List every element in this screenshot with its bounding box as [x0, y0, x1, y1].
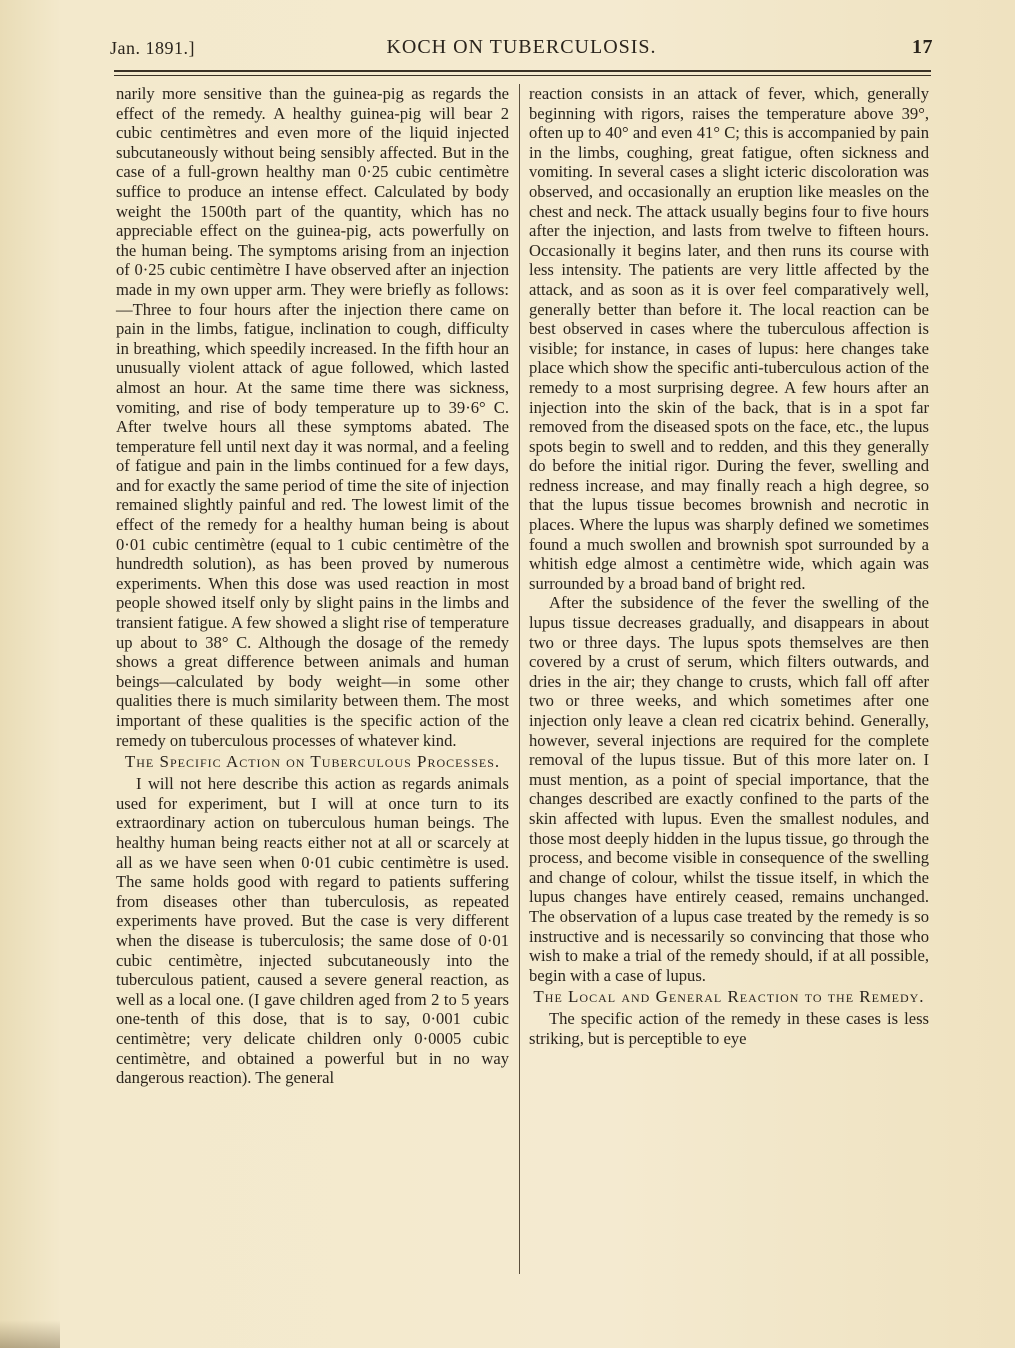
- section-heading-local-general-reaction: The Local and General Reaction to the Remedy.: [533, 987, 925, 1007]
- page-number: 17: [912, 36, 933, 58]
- right-paragraph-3: The specific action of the remedy in these cases is less striking, but is perceptible to eye: [529, 1009, 929, 1048]
- right-paragraph-1: reaction consists in an attack of fever, which, generally beginning with rigors, raises the temperature above 39°, often up to 40° and even 41° C; this is accompanied by pain in the limbs, coughing, great fatigue, often sickness and vomiting. In several cases a slight icteric discoloration was observed, and occasionally an eruption like measles on the chest and neck. The attack usually begins four to five hours after the injection, and lasts from twelve to fifteen hours. Occasionally it begins later, and then runs its course with less intensity. The patients are very little affected by the attack, and as soon as it is over feel comparatively well, generally better than before it. The local reaction can be best observed in cases where the tuberculous affection is visible; for instance, in cases of lupus: here changes take place which show the specific anti-tuberculous action of the remedy to a most surprising degree. A few hours after an injection into the skin of the back, that is in a spot far removed from the diseased spots on the face, etc., the lupus spots begin to swell and to redden, and this they generally do before the initial rigor. During the fever, swelling and redness increase, and may finally reach a high degree, so that the lupus tissue becomes brownish and necrotic in places. Where the lupus was sharply defined we sometimes found a much swollen and brownish spot surrounded by a whitish edge almost a centimètre wide, which again was surrounded by a broad band of bright red.: [529, 84, 929, 593]
- column-divider: [519, 84, 520, 1274]
- header-date: Jan. 1891.]: [110, 38, 195, 58]
- left-column: [116, 84, 509, 1088]
- right-paragraph-2: After the subsidence of the fever the swelling of the lupus tissue decreases gradually, and disappears in about two or three days. The lupus spots themselves are then covered by a crust of serum, which filters outwards, and dries in the air; they change to crusts, which fall off after two or three weeks, and which sometimes after one injection only leave a clean red cicatrix behind. Generally, however, several injections are required for the complete removal of the lupus tissue. But of this more later on. I must mention, as a point of special importance, that the changes described are exactly confined to the parts of the skin affected with lupus. Even the smallest nodules, and those most deeply hidden in the lupus tissue, go through the process, and become visible in consequence of the swelling and change of colour, whilst the tissue itself, in which the lupus changes have entirely ceased, remains unchanged. The observation of a lupus case treated by the remedy is so instructive and is necessarily so convincing that those who wish to make a trial of the remedy should, if at all possible, begin with a case of lupus.: [529, 593, 929, 985]
- header-rule-thick: [114, 70, 931, 72]
- section-heading-specific-action: The Specific Action on Tuberculous Processes.: [124, 752, 501, 772]
- header-rule-thin: [114, 75, 931, 76]
- right-column: [529, 84, 929, 1049]
- left-paragraph-1: narily more sensitive than the guinea-pig as regards the effect of the remedy. A healthy guinea-pig will bear 2 cubic centimètres and even more of the liquid injected subcutaneously without being sensibly affected. But in the case of a full-grown healthy man 0·25 cubic centimètre suffice to produce an intense effect. Calculated by body weight the 1500th part of the quantity, which has no appreciable effect on the guinea-pig, acts powerfully on the human being. The symptoms arising from an injection of 0·25 cubic centimètre I have observed after an injection made in my own upper arm. They were briefly as follows:—Three to four hours after the injection there came on pain in the limbs, fatigue, inclination to cough, difficulty in breathing, which speedily increased. In the fifth hour an unusually violent attack of ague followed, which lasted almost an hour. At the same time there was sickness, vomiting, and rise of body temperature up to 39·6° C. After twelve hours all these symptoms abated. The temperature fell until next day it was normal, and a feeling of fatigue and pain in the limbs continued for a few days, and for exactly the same period of time the site of injection remained slightly painful and red. The lowest limit of the effect of the remedy for a healthy human being is about 0·01 cubic centimètre (equal to 1 cubic centimètre of the hundredth solution), as has been proved by numerous experiments. When this dose was used reaction in most people showed itself only by slight pains in the limbs and transient fatigue. A few showed a slight rise of temperature up about to 38° C. Although the dosage of the remedy shows a great difference between animals and human beings—calculated by body weight—in some other qualities there is much similarity between them. The most important of these qualities is the specific action of the remedy on tuberculous processes of whatever kind.: [116, 84, 509, 750]
- left-paragraph-2: I will not here describe this action as regards animals used for experiment, but I will at once turn to its extraordinary action on tuberculous human beings. The healthy human being reacts either not at all or scarcely at all as we have seen when 0·01 cubic centimètre is used. The same holds good with regard to patients suffering from diseases other than tuberculosis, as repeated experiments have proved. But the case is very different when the disease is tuberculosis; the same dose of 0·01 cubic centimètre, injected subcutaneously into the tuberculous patient, caused a severe general reaction, as well as a local one. (I gave children aged from 2 to 5 years one-tenth of this dose, that is to say, 0·001 cubic centimètre; very delicate children only 0·0005 cubic centimètre, and obtained a powerful but in no way dangerous reaction). The general: [116, 774, 509, 1088]
- running-header: [110, 34, 933, 64]
- page-edge-shadow: [0, 1320, 60, 1348]
- header-title: KOCH ON TUBERCULOSIS.: [386, 36, 657, 58]
